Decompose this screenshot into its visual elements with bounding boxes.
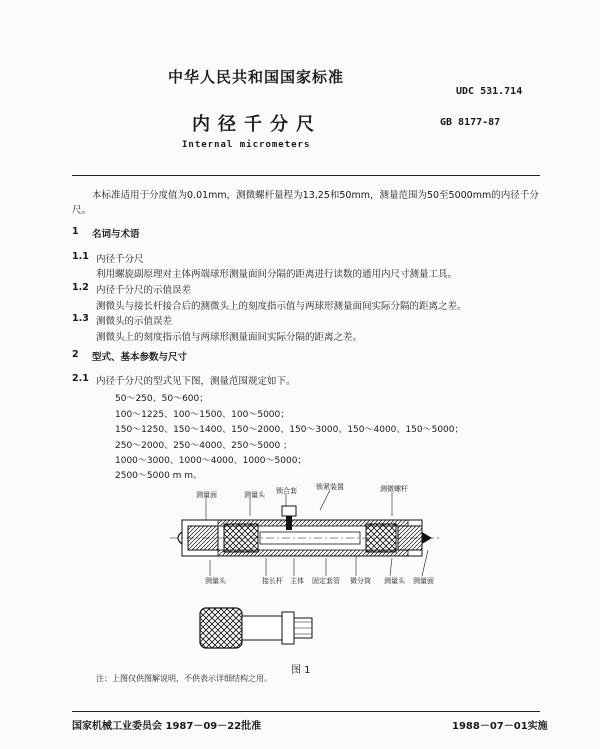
fig-label-measuring-face-right: 测量面 (413, 577, 434, 585)
fig-label-measuring-head-right: 测量头 (384, 577, 405, 585)
fig-label-extension-rod: 接长杆 (262, 577, 283, 585)
item-1-3-definition: 测微头上的刻度指示值与两球形测量面间实际分隔的距离之差。 (96, 332, 363, 343)
section-2-number: 2 (72, 349, 79, 360)
item-1-1-number: 1.1 (72, 251, 89, 262)
micrometer-body (170, 506, 440, 556)
standard-name: 中华人民共和国国家标准 (168, 68, 345, 86)
intro-paragraph: 本标准适用于分度值为0.01mm，测微螺杆量程为13,25和50mm，测量范围为50至5000mm的内径千分尺。 (72, 190, 539, 216)
section-1-number: 1 (72, 226, 79, 237)
page-title-en: Internal micrometers (182, 140, 311, 150)
range-line-1: 50～250、50～600； (115, 394, 209, 404)
udc-code: UDC 531.714 (456, 86, 523, 97)
item-1-1-term: 内径千分尺 (96, 254, 144, 265)
micrometer-figure (170, 480, 440, 660)
item-1-2-term: 内径千分尺的示值误差 (96, 285, 192, 296)
fig-label-thimble: 微分筒 (350, 577, 371, 585)
page-title: 内径千分尺 (192, 114, 322, 135)
range-line-3: 150～1250、150～1400、150～2000、150～3000、150～4000、150～5000； (115, 425, 464, 435)
section-2-title: 型式、基本参数与尺寸 (92, 352, 188, 363)
range-line-5: 1000～3000、1000～4000、1000～5000； (115, 456, 307, 466)
fig-label-fixed-sleeve: 固定套管 (312, 577, 340, 585)
footer-implementation: 1988－07－01实施 (452, 721, 548, 732)
figure-note: 注：上图仅供图解说明，不供表示详细结构之用。 (96, 674, 272, 683)
fig-label-main-body: 主体 (290, 577, 304, 585)
item-1-1-definition: 利用螺旋副原理对主体两端球形测量面间分隔的距离进行读数的通用内尺寸测量工具。 (96, 269, 458, 280)
section-1-title: 名词与术语 (92, 229, 140, 240)
item-1-3-term: 测微头的示值误差 (96, 316, 173, 327)
header-rule (72, 175, 540, 176)
footer-rule (72, 711, 540, 712)
item-1-2-definition: 测微头与接长杆接合后的测微头上的刻度指示值与两球形测量面间实际分隔的距离之差。 (96, 301, 467, 312)
item-2-1-number: 2.1 (72, 373, 89, 384)
fig-label-locking-sleeve: 锁合套 (276, 487, 297, 495)
fig-label-micrometer-screw: 测微螺杆 (380, 485, 408, 493)
fig-label-measuring-head-top: 测量头 (244, 491, 265, 499)
range-line-4: 250～2000、250～4000、250～5000 ； (115, 441, 293, 451)
gb-code: GB 8177-87 (440, 117, 501, 128)
extension-rod-detail (200, 608, 312, 648)
range-line-6: 2500～5000 m m。 (115, 471, 203, 481)
fig-label-measuring-head-left: 测量头 (205, 577, 226, 585)
range-line-2: 100～1225、100～1500、100～5000； (115, 410, 290, 420)
figure-caption: 图 1 (291, 665, 311, 676)
fig-label-lock-device: 锁紧装置 (316, 483, 344, 491)
item-1-2-number: 1.2 (72, 282, 89, 293)
item-1-3-number: 1.3 (72, 313, 89, 324)
item-2-1-text: 内径千分尺的型式见下图，测量范围规定如下。 (96, 376, 296, 387)
fig-label-measuring-face-left: 测量面 (196, 491, 217, 499)
footer-approval: 国家机械工业委员会 1987－09－22批准 (72, 721, 262, 732)
